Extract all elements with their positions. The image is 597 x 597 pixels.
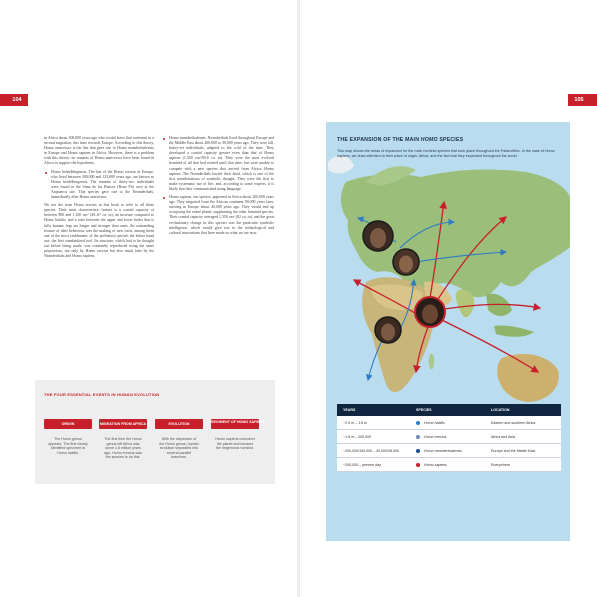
species-legend-table — [337, 404, 561, 472]
paragraph: We use the term Homo erectus in this book to refer to all these species. Their most characteristic feature is a cranial capacity of between 800 and 1,100 cm³ (49–67 cu. in), an increase compared to Homo habilis, and a ratio between the upper and lower limbs that is fully human: legs are longer and stronger than arms. An outstanding feature of their behaviour was the making of new tools, among them one of the most emblematic of the prehistoric period: the biface hand axe, the first standardized tool. Its structure, which had to be thought out before being made, was constantly reproduced using the same proportions, not only by Homo erectus but also much later by the Neanderthals and Homo sapiens. — [44, 203, 154, 259]
event-origin — [44, 419, 92, 455]
event-regiment — [211, 419, 265, 451]
row-location: Europe and the Middle East — [491, 448, 536, 453]
species-dot-icon — [416, 421, 420, 425]
land-australia — [497, 354, 559, 402]
legend-header — [337, 404, 561, 416]
row-years: ~200,000 – present day — [343, 462, 381, 467]
event-evolution — [155, 419, 203, 460]
legend-row — [337, 416, 561, 430]
bullet-paragraph: Homo heidelbergensis. The last of the Homo erectus in Europe, who lived between 300,000 and 125,000 years ago, are known as Homo heidelbergensis. The remains of thirty-two individuals were found in the Sima de los Huesos (Bone Pit) cave at the Atapuerca site. This species gave rise to the Neanderthals, immediately after Homo antecessor. — [44, 170, 154, 201]
portrait-neanderthal — [363, 221, 393, 251]
row-years: ~1.8 m – 200,000 — [343, 434, 372, 439]
land-indonesia — [494, 325, 534, 336]
event-label: MIGRATION FROM AFRICA — [99, 419, 147, 429]
header-location: LOCATION — [491, 408, 510, 412]
species-dot-icon — [416, 449, 420, 453]
map-title: THE EXPANSION OF THE MAIN HOMO SPECIES — [337, 137, 464, 143]
event-text: Homo sapiens colonized the planet and became the hegemonic hominid. — [215, 437, 255, 450]
legend-row — [337, 458, 561, 472]
event-text: The first time the Homo genus left Africa was some 1.8 million years ago. Homo erectus was the species to do this. — [104, 437, 142, 459]
portrait-homo-habilis — [375, 317, 401, 343]
book-gutter — [297, 0, 300, 597]
row-years: ~200,000/150,000 – 40,000/28,000 — [343, 448, 400, 453]
legend-row — [337, 430, 561, 444]
map-description: This map shows the areas of expansion for the main hominid species that took place throughout the Palaeolithic. In the case of Homo sapiens, we draw attention to their place of origin, Africa, and the fact that they expanded throughout the world. — [337, 149, 555, 158]
row-species: Homo neanderthalensis — [416, 449, 489, 453]
portrait-homo-erectus — [393, 249, 419, 275]
event-label: EVOLUTION — [155, 419, 203, 429]
header-species: SPECIES — [416, 408, 432, 412]
bullet-paragraph: Homo sapiens, our species, appeared in Africa about 200,000 years ago. They migrated from the African continent 90,000 years later, arriving in Europe about 40,000 years ago. They would end up occupying the entire planet, supplanting the other hominid species. Their cranial capacity averaged 1,350 cm³ (82 cu. in), and the great evolutionary change in this species was the particular symbolic intelligence, which would give rise to the technological and cultural innovations that have made us what we are now. — [162, 195, 274, 236]
header-years: YEARS — [343, 408, 356, 412]
event-label: ORIGIN — [44, 419, 92, 429]
portrait-homo-sapiens — [415, 297, 445, 327]
event-label: REGIMENT OF HOMO SAPIENS — [211, 419, 259, 429]
row-species: Homo habilis — [416, 421, 489, 425]
paragraph: in Africa about 300,000 years ago who would leave that continent in a second migration, this time towards Europe. According to this theory, Homo antecessor is the line that gave rise to Homo neanderthalensis in Europe and Homo sapiens in Africa. However, there is a problem with this theory: no remains of Homo antecessor have been found in Africa to support the hypothesis. — [44, 136, 154, 166]
row-species: Homo erectus — [416, 435, 489, 439]
row-location: Everywhere — [491, 462, 510, 467]
left-page-number: 104 — [6, 94, 28, 106]
event-migration — [99, 419, 147, 460]
right-page-number: 105 — [568, 94, 590, 106]
species-dot-icon — [416, 463, 420, 467]
panel-title: THE FOUR ESSENTIAL EVENTS IN HUMAN EVOLUTION — [44, 392, 160, 397]
land-madagascar — [429, 354, 434, 370]
bullet-paragraph: Homo neanderthalensis. Neanderthals lived throughout Europe and the Middle East about 200,000 to 30,000 years ago. They were tall, heavy-set individuals, adapted to the cold of the time. They developed a cranial capacity greater even than that of Homo sapiens (1,500 cm³/90.6 cu. in). They were the most evolved hominid of all that had existed until that time, but were unable to compete with a new species that arrived from Africa, Homo sapiens. The Neanderthals buried their dead, which is one of the first manifestations of symbolic thought. They were the first to make systematic use of fire, and, according to some experts, it is likely that they communicated using language. — [162, 136, 274, 192]
row-location: Africa and Asia — [491, 434, 515, 439]
world-map — [326, 122, 570, 541]
legend-row — [337, 444, 561, 458]
species-dot-icon — [416, 435, 420, 439]
text-column-1 — [44, 136, 154, 262]
row-location: Eastern and southern Africa — [491, 420, 536, 425]
row-years: ~2.5 m – 1.6 m — [343, 420, 368, 425]
event-text: With the dispersion of the Homo genus, human evolution separated into several parallel branches. — [159, 437, 199, 459]
text-column-2 — [162, 136, 274, 239]
row-species: Homo sapiens — [416, 463, 489, 467]
event-text: The Homo genus appears. The first clearly identified specimen is Homo habilis. — [48, 437, 88, 455]
